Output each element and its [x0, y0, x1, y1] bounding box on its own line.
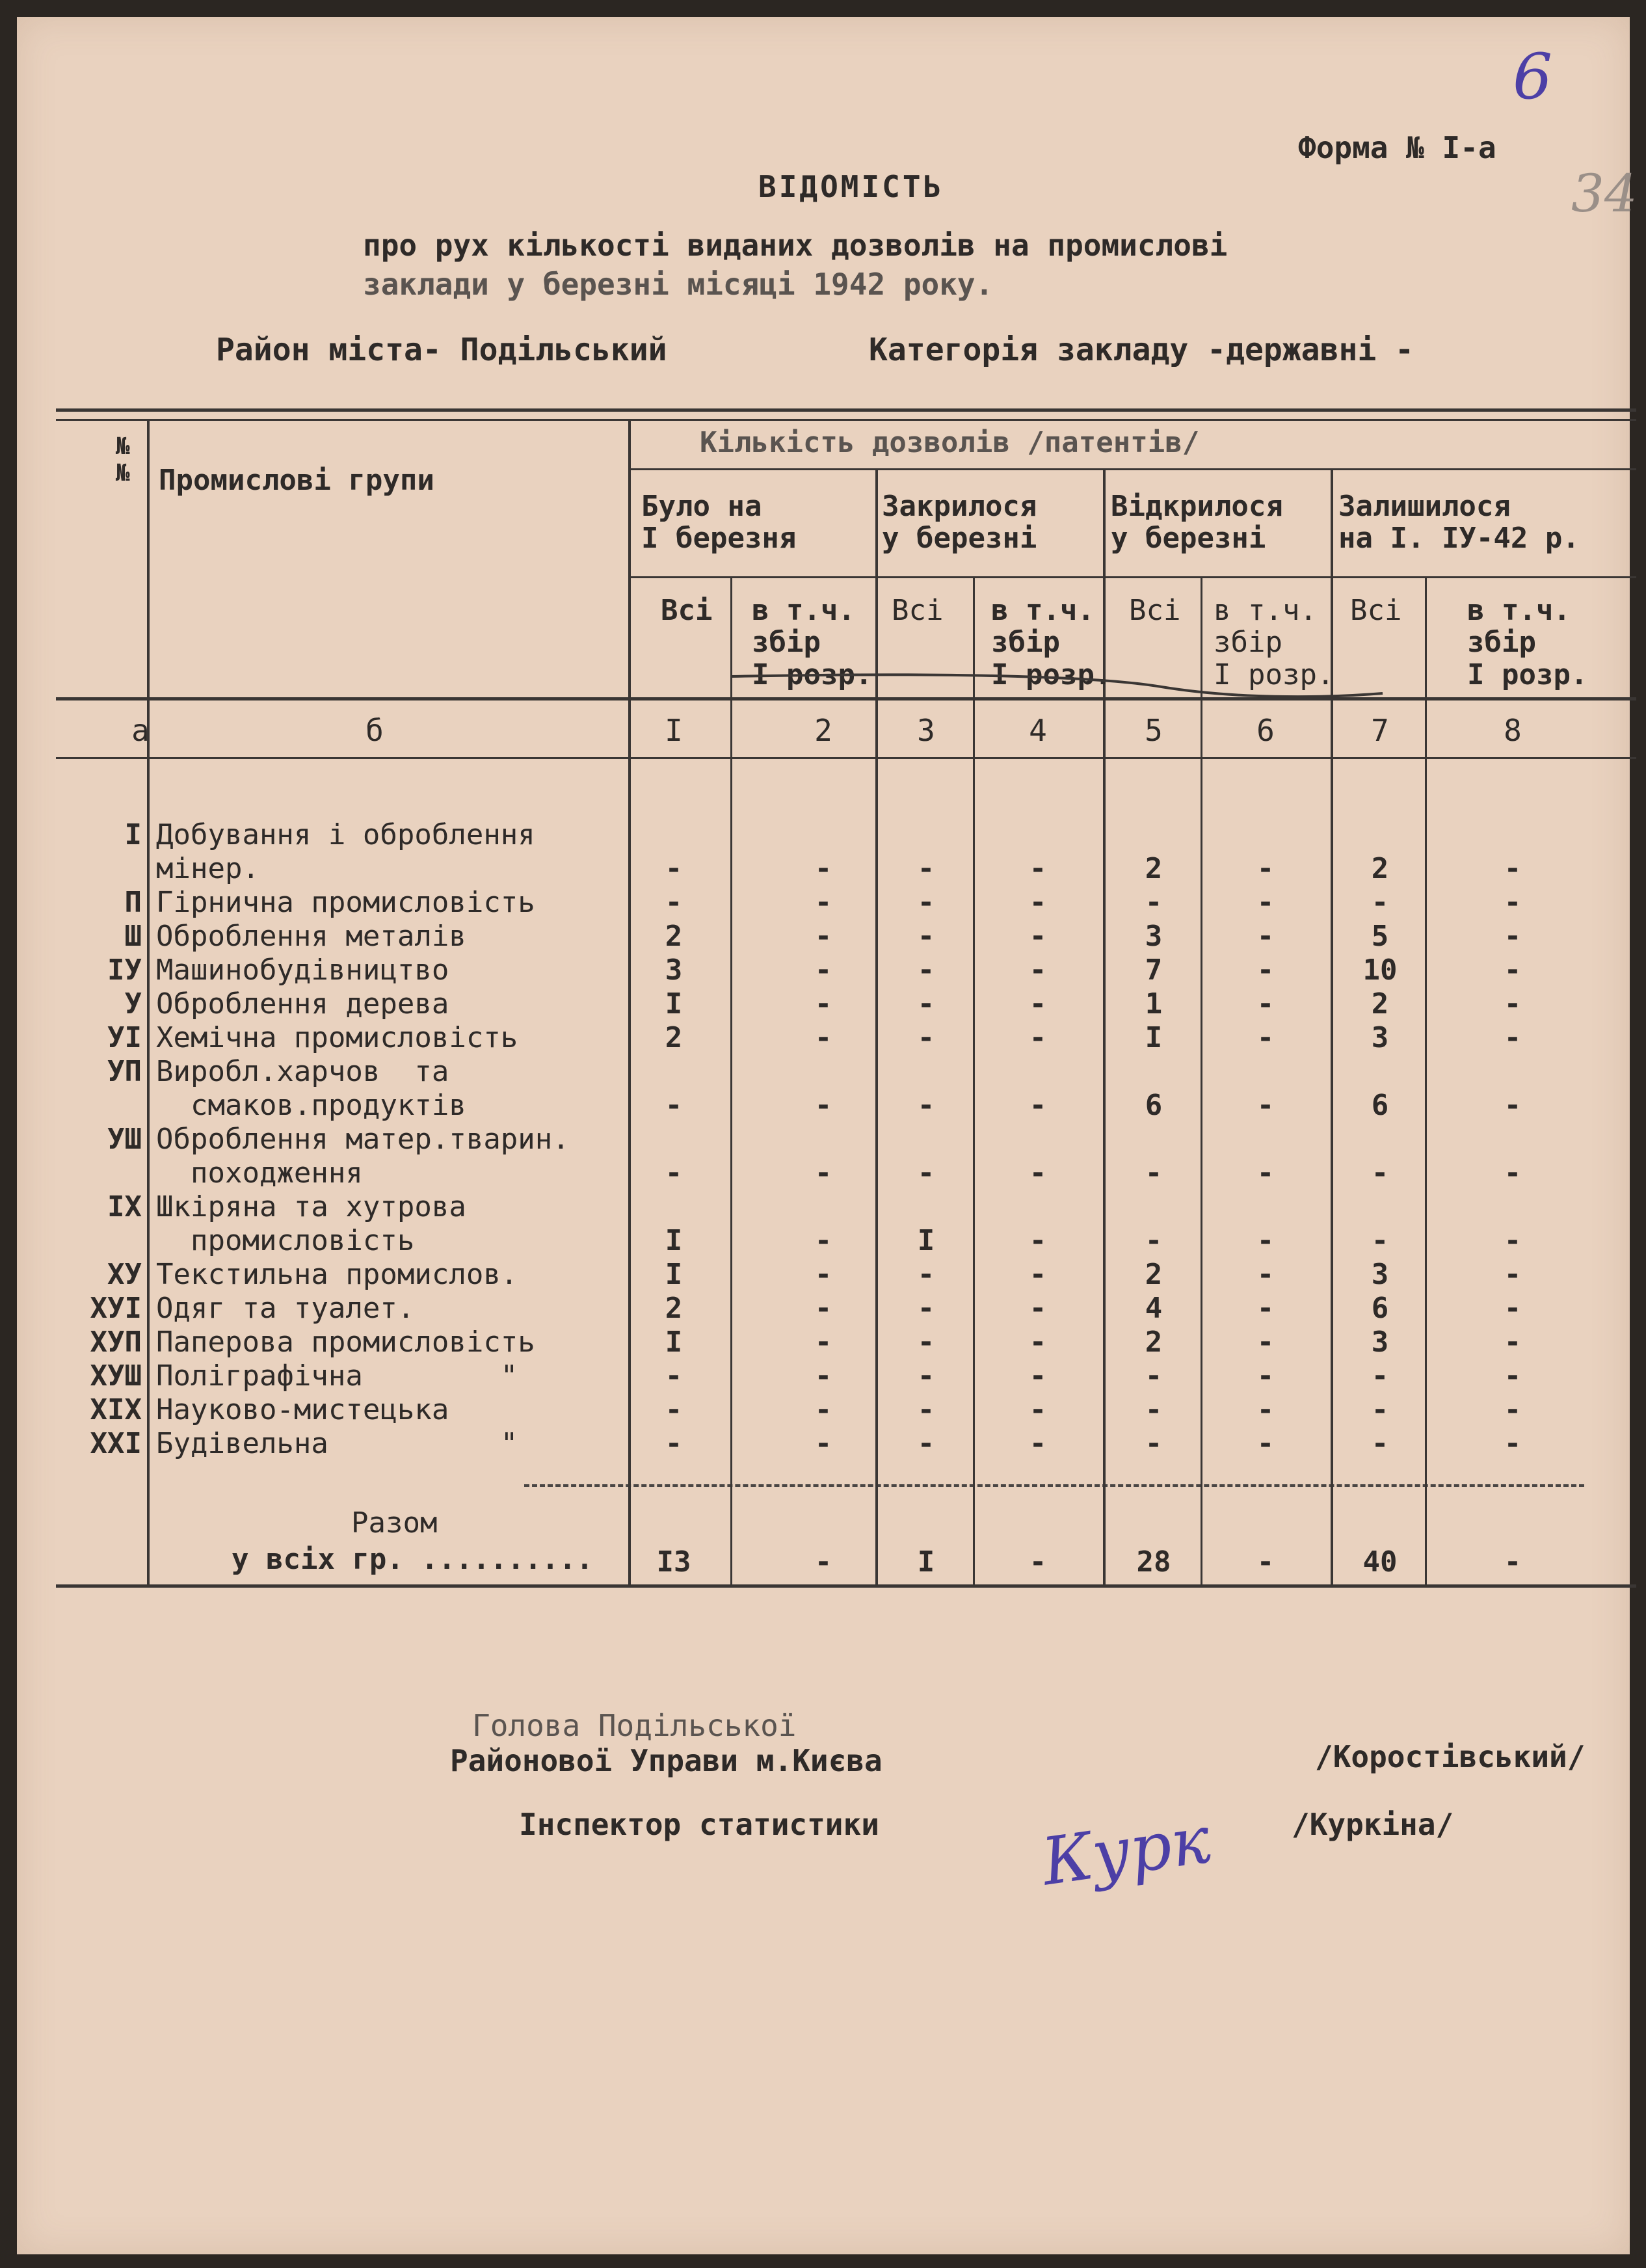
- table-cell: -: [1029, 1359, 1047, 1393]
- table-cell: -: [814, 1089, 832, 1122]
- table-cell: -: [1256, 954, 1275, 987]
- table-cell: I: [665, 1224, 683, 1257]
- table-cell: -: [1504, 1292, 1522, 1325]
- subtitle-line2: заклади у березні місяці 1942 року.: [363, 267, 994, 302]
- table-cell: I: [665, 987, 683, 1021]
- table-cell: -: [1029, 1258, 1047, 1291]
- table-cell: 2: [1145, 1326, 1163, 1359]
- table-cell: -: [1256, 1258, 1275, 1291]
- row-name: смаков.продуктів: [156, 1089, 466, 1122]
- table-cell: 3: [1371, 1258, 1389, 1291]
- table-cell: -: [917, 1427, 935, 1460]
- table-cell: -: [1029, 1427, 1047, 1460]
- row-name: Будівельна ": [156, 1427, 518, 1460]
- row-number: П: [124, 886, 142, 919]
- table-cell: -: [917, 1326, 935, 1359]
- table-cell: -: [1504, 954, 1522, 987]
- table-cell: -: [1504, 1021, 1522, 1054]
- table-cell: 2: [1145, 1258, 1163, 1291]
- table-cell: -: [1256, 1021, 1275, 1054]
- table-cell: 7: [1145, 954, 1163, 987]
- table-cell: 2: [1145, 852, 1163, 885]
- row-number: ХУ: [107, 1258, 142, 1291]
- col-number-8: 8: [1504, 713, 1522, 748]
- table-cell: -: [1256, 1089, 1275, 1122]
- signature-line1: Голова Подільської: [472, 1708, 797, 1743]
- table-cell: -: [1145, 886, 1163, 919]
- row-number: ХIХ: [90, 1393, 142, 1426]
- pencil-number: 34: [1571, 163, 1638, 224]
- sub-incl-3: в т.ч. збір I розр.: [1214, 594, 1334, 691]
- total-cell: I: [917, 1545, 935, 1579]
- table-cell: -: [917, 1393, 935, 1426]
- table-cell: -: [917, 852, 935, 885]
- table-cell: -: [1029, 1292, 1047, 1325]
- table-cell: -: [1504, 852, 1522, 885]
- col-number-6: 6: [1256, 713, 1275, 748]
- sub-all-2: Всі: [892, 594, 944, 627]
- table-cell: -: [1145, 1393, 1163, 1426]
- row-name: Текстильна промислов.: [156, 1258, 518, 1291]
- table-cell: -: [1029, 920, 1047, 953]
- row-name: Одяг та туалет.: [156, 1292, 415, 1325]
- col-groups-header: Промислові групи: [159, 464, 434, 497]
- table-cell: 2: [1371, 852, 1389, 885]
- category-label: Категорія закладу -державні -: [869, 332, 1414, 368]
- row-name: Виробл.харчов та: [156, 1055, 449, 1088]
- row-number: ХУШ: [90, 1359, 142, 1393]
- table-cell: -: [917, 886, 935, 919]
- row-number: УI: [107, 1021, 142, 1054]
- table-cell: -: [1256, 1393, 1275, 1426]
- col-letter-a: а: [131, 713, 150, 748]
- form-label: Форма № I-а: [1298, 130, 1496, 165]
- table-cell: -: [665, 1089, 683, 1122]
- row-number: ХХI: [90, 1427, 142, 1460]
- permits-header: Кількість дозволів /патентів/: [700, 426, 1200, 459]
- group-header-4: Залишилося на I. IУ-42 р.: [1338, 490, 1580, 555]
- row-name: Оброблення матер.тварин.: [156, 1123, 570, 1156]
- sub-all-3: Всі: [1129, 594, 1181, 627]
- table-cell: -: [665, 1393, 683, 1426]
- table-cell: -: [1029, 1224, 1047, 1257]
- table-cell: 5: [1371, 920, 1389, 953]
- document-page: [17, 17, 1638, 2254]
- signature-line3: Інспектор статистики: [519, 1807, 879, 1842]
- table-cell: -: [1145, 1156, 1163, 1190]
- table-cell: -: [1029, 886, 1047, 919]
- table-cell: -: [1504, 1156, 1522, 1190]
- total-label-1: Разом: [351, 1506, 438, 1540]
- table-cell: -: [917, 1021, 935, 1054]
- table-cell: -: [1371, 1427, 1389, 1460]
- table-cell: -: [1029, 1393, 1047, 1426]
- table-cell: -: [1145, 1224, 1163, 1257]
- table-cell: -: [1029, 987, 1047, 1021]
- sub-incl-2: в т.ч. збір I розр.: [991, 594, 1112, 691]
- group-header-3: Відкрилося у березні: [1111, 490, 1283, 555]
- total-cell: I3: [656, 1545, 691, 1579]
- row-name: Паперова промисловість: [156, 1326, 535, 1359]
- table-cell: -: [917, 1258, 935, 1291]
- table-cell: -: [1029, 954, 1047, 987]
- table-cell: -: [665, 1427, 683, 1460]
- archive-number: 6: [1513, 40, 1553, 113]
- total-cell: -: [814, 1545, 832, 1579]
- table-cell: -: [1371, 1359, 1389, 1393]
- page-title: ВІДОМІСТЬ: [758, 169, 944, 204]
- table-cell: -: [814, 1393, 832, 1426]
- group-header-2: Закрилося у березні: [882, 490, 1037, 555]
- sub-all-4: Всі: [1350, 594, 1402, 627]
- table-cell: -: [814, 954, 832, 987]
- table-cell: -: [1256, 852, 1275, 885]
- row-name: Гірнична промисловість: [156, 886, 535, 919]
- sub-all-1: Всі: [661, 594, 713, 627]
- table-cell: -: [1371, 1224, 1389, 1257]
- table-cell: -: [917, 1156, 935, 1190]
- row-name: Добування і оброблення: [156, 818, 535, 851]
- table-cell: -: [1256, 1292, 1275, 1325]
- table-cell: 3: [665, 954, 683, 987]
- table-cell: -: [814, 1292, 832, 1325]
- table-cell: -: [1145, 1427, 1163, 1460]
- total-cell: 28: [1136, 1545, 1171, 1579]
- table-cell: -: [917, 1292, 935, 1325]
- table-cell: -: [814, 1224, 832, 1257]
- table-cell: -: [1145, 1359, 1163, 1393]
- table-cell: -: [1029, 1156, 1047, 1190]
- table-cell: -: [1029, 852, 1047, 885]
- row-number: Ш: [124, 920, 142, 953]
- row-name: Оброблення металів: [156, 920, 466, 953]
- table-cell: -: [917, 1359, 935, 1393]
- total-label-2: у всіх гр. ..........: [232, 1543, 594, 1576]
- row-name: Машинобудівництво: [156, 954, 449, 987]
- table-cell: 3: [1371, 1021, 1389, 1054]
- table-cell: -: [814, 1258, 832, 1291]
- col-number-7: 7: [1371, 713, 1389, 748]
- row-name: Поліграфічна ": [156, 1359, 518, 1393]
- table-cell: 4: [1145, 1292, 1163, 1325]
- table-cell: -: [1256, 1326, 1275, 1359]
- total-cell: -: [1256, 1545, 1275, 1579]
- table-cell: -: [1256, 1359, 1275, 1393]
- signature-name1: /Коростівський/: [1315, 1739, 1586, 1774]
- handwritten-signature: Курк: [1037, 1801, 1215, 1901]
- sub-incl-4: в т.ч. збір I розр.: [1467, 594, 1588, 691]
- row-number: ХУI: [90, 1292, 142, 1325]
- table-cell: I: [665, 1258, 683, 1291]
- col-letter-b: б: [365, 713, 384, 748]
- table-cell: -: [1029, 1326, 1047, 1359]
- table-cell: -: [1029, 1089, 1047, 1122]
- col-number-1: I: [665, 713, 683, 748]
- table-cell: I: [917, 1224, 935, 1257]
- table-cell: 2: [665, 1021, 683, 1054]
- table-cell: -: [1504, 920, 1522, 953]
- table-cell: -: [1504, 987, 1522, 1021]
- table-cell: -: [1504, 1359, 1522, 1393]
- col-number-4: 4: [1029, 713, 1047, 748]
- signature-line2: Районової Управи м.Києва: [450, 1743, 883, 1778]
- row-number: I: [124, 818, 142, 851]
- total-cell: 40: [1362, 1545, 1398, 1579]
- col-number-2: 2: [814, 713, 832, 748]
- table-cell: 6: [1371, 1089, 1389, 1122]
- table-cell: 10: [1362, 954, 1398, 987]
- table-cell: -: [814, 987, 832, 1021]
- table-cell: 2: [1371, 987, 1389, 1021]
- row-name: походження: [156, 1156, 363, 1190]
- sub-incl-1: в т.ч. збір I розр.: [752, 594, 873, 691]
- table-cell: -: [1504, 1089, 1522, 1122]
- table-cell: -: [814, 886, 832, 919]
- row-name: Шкіряна та хутрова: [156, 1190, 466, 1223]
- table-cell: -: [665, 852, 683, 885]
- row-name: мінер.: [156, 852, 259, 885]
- row-number: УП: [107, 1055, 142, 1088]
- row-name: Оброблення дерева: [156, 987, 449, 1021]
- row-name: промисловість: [156, 1224, 415, 1257]
- table-cell: -: [1256, 1427, 1275, 1460]
- table-cell: 2: [665, 920, 683, 953]
- table-cell: -: [665, 1359, 683, 1393]
- table-cell: -: [814, 852, 832, 885]
- table-cell: -: [917, 920, 935, 953]
- row-name: Науково-мистецька: [156, 1393, 449, 1426]
- table-cell: I: [1145, 1021, 1163, 1054]
- row-number: УШ: [107, 1123, 142, 1156]
- table-cell: -: [1029, 1021, 1047, 1054]
- table-cell: -: [814, 1427, 832, 1460]
- table-cell: -: [1256, 987, 1275, 1021]
- table-cell: 6: [1145, 1089, 1163, 1122]
- table-cell: 2: [665, 1292, 683, 1325]
- subtitle-line1: про рух кількості виданих дозволів на промислові: [363, 228, 1228, 263]
- table-cell: -: [1504, 1258, 1522, 1291]
- row-name: Хемічна промисловість: [156, 1021, 518, 1054]
- row-number: IУ: [107, 954, 142, 987]
- table-cell: I: [665, 1326, 683, 1359]
- table-cell: -: [1504, 1224, 1522, 1257]
- table-cell: -: [917, 987, 935, 1021]
- signature-name2: /Куркіна/: [1292, 1807, 1454, 1842]
- table-cell: -: [1504, 886, 1522, 919]
- table-cell: -: [1371, 1393, 1389, 1426]
- table-cell: 6: [1371, 1292, 1389, 1325]
- table-cell: -: [1256, 886, 1275, 919]
- table-cell: 3: [1145, 920, 1163, 953]
- table-cell: -: [917, 954, 935, 987]
- table-cell: -: [814, 1326, 832, 1359]
- district-label: Район міста- Подільський: [216, 332, 667, 368]
- table-cell: -: [814, 920, 832, 953]
- col-number-3: 3: [917, 713, 935, 748]
- table-cell: -: [665, 1156, 683, 1190]
- table-cell: 1: [1145, 987, 1163, 1021]
- table-cell: -: [665, 886, 683, 919]
- table-cell: -: [1256, 1224, 1275, 1257]
- table-cell: -: [1371, 1156, 1389, 1190]
- table-cell: -: [1504, 1326, 1522, 1359]
- col-no-header: №№: [109, 433, 137, 487]
- group-header-1: Було на I березня: [641, 490, 797, 555]
- table-cell: -: [814, 1156, 832, 1190]
- table-cell: -: [1504, 1393, 1522, 1426]
- table-cell: -: [1256, 1156, 1275, 1190]
- table-cell: 3: [1371, 1326, 1389, 1359]
- total-cell: -: [1504, 1545, 1522, 1579]
- row-number: У: [124, 987, 142, 1021]
- row-number: IХ: [107, 1190, 142, 1223]
- table-cell: -: [814, 1359, 832, 1393]
- table-cell: -: [1371, 886, 1389, 919]
- table-cell: -: [814, 1021, 832, 1054]
- table-cell: -: [1256, 920, 1275, 953]
- col-number-5: 5: [1145, 713, 1163, 748]
- row-number: ХУП: [90, 1326, 142, 1359]
- total-cell: -: [1029, 1545, 1047, 1579]
- table-cell: -: [1504, 1427, 1522, 1460]
- table-cell: -: [917, 1089, 935, 1122]
